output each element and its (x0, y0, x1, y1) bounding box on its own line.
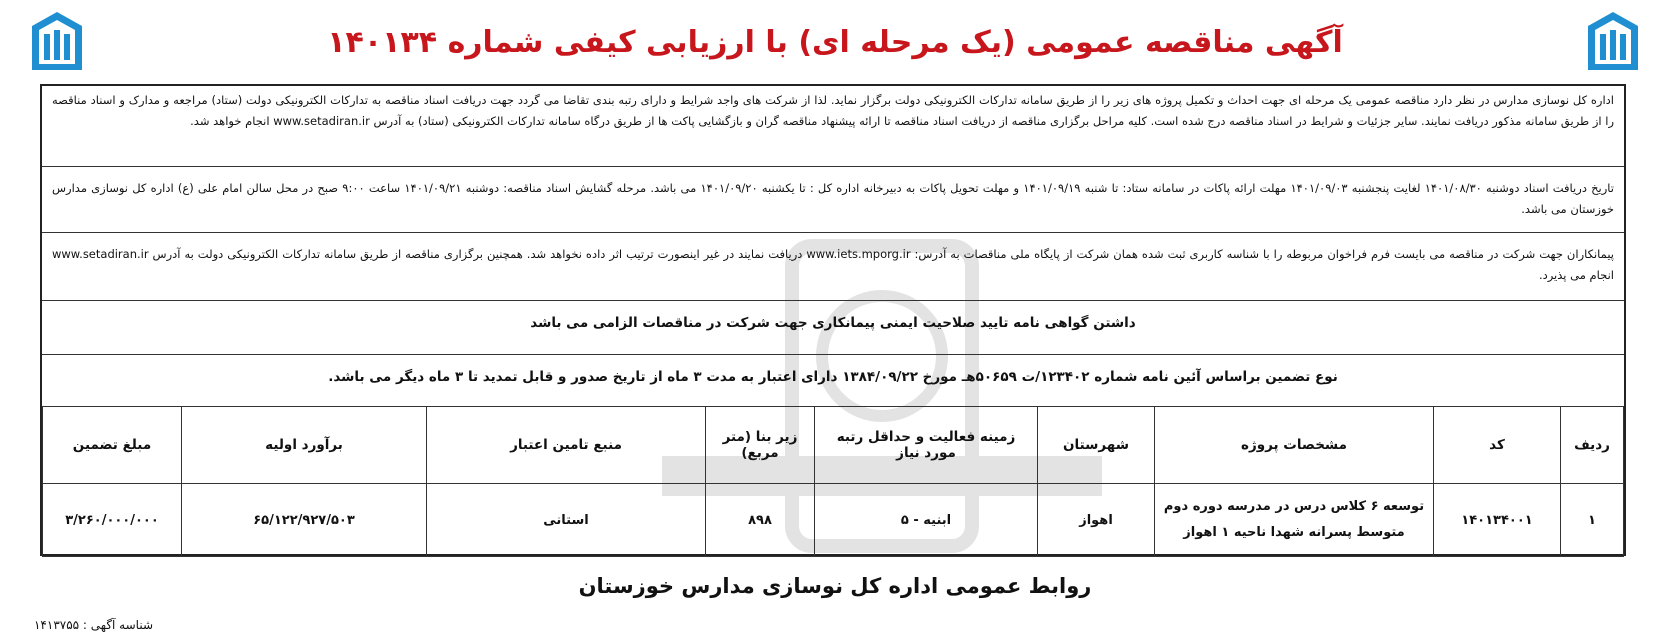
cell-estimate: ۶۵/۱۲۲/۹۲۷/۵۰۳ (182, 484, 427, 557)
cell-funding: استانی (427, 484, 706, 557)
organization-logo-icon (1586, 10, 1640, 72)
table-row (43, 484, 1624, 557)
col-code: کد (1434, 407, 1561, 484)
col-area: زیر بنا (متر مربع) (706, 407, 815, 484)
cell-code: ۱۴۰۱۳۴۰۰۱ (1434, 484, 1561, 557)
schedule-paragraph: تاریخ دریافت اسناد دوشنبه ۱۴۰۱/۰۸/۳۰ لغایت پنجشنبه ۱۴۰۱/۰۹/۰۳ مهلت ارائه پاکات در سامانه ستاد: تا شنبه ۱۴۰۱/۰۹/۱۹ و مهلت تحویل پاکات به دبیرخانه اداره کل : تا یکشنبه ۱۴۰۱/۰۹/۲۰ می باشد. مرحله گشایش اسناد مناقصه: دوشنبه ۱۴۰۱/۰۹/۲۱ ساعت ۹:۰۰ صبح در محل سالن امام علی (ع) اداره کل نوسازی مدارس خوزستان می باشد. (52, 181, 1615, 216)
col-funding: منبع تامین اعتبار (427, 407, 706, 484)
intro-paragraph: اداره کل نوسازی مدارس در نظر دارد مناقصه عمومی یک مرحله ای جهت احداث و تکمیل پروژه های زیر را از طریق سامانه تدارکات الکترونیکی دولت برگزار نماید. لذا از شرکت های واجد شرایط و دارای رتبه بندی تقاضا می گردد جهت دریافت اسناد مناقصه به تدارکات الکترونیکی دولت (ستاد) مراجعه و مدارک و اسناد مناقصه را از طریق سامانه مذکور دریافت نمایند. سایر جزئیات و شرایط در اسناد مناقصه درج شده است. کلیه مراحل برگزاری مناقصه از دریافت اسناد مناقصه تا ارائه پیشنهاد مناقصه گران و بازگشایی پاکت ها از طریق درگاه سامانه تدارکات الکترونیکی (ستاد) به آدرس www.setadiran.ir انجام خواهد شد. (52, 93, 1614, 128)
col-row: ردیف (1561, 407, 1624, 484)
cell-city: اهواز (1038, 484, 1155, 557)
cell-row: ۱ (1561, 484, 1624, 557)
divider (42, 232, 1624, 233)
contractor-paragraph: پیمانکاران جهت شرکت در مناقصه می بایست فرم فراخوان مربوطه را با شناسه کاربری ثبت شده همان شرکت از پایگاه ملی مناقصات به آدرس: www.iets.mporg.ir دریافت نمایند در غیر اینصورت ترتیب اثر داده نخواهد شد. همچنین برگزاری مناقصه از طریق سامانه تدارکات الکترونیکی دولت به آدرس www.setadiran.ir انجام می پذیرد. (52, 247, 1614, 282)
table-header-row (43, 407, 1624, 484)
col-estimate: برآورد اولیه (182, 407, 427, 484)
organization-logo-icon (30, 10, 84, 72)
safety-requirement: داشتن گواهی نامه تایید صلاحیت ایمنی پیمانکاری جهت شرکت در مناقصات الزامی می باشد (530, 315, 1136, 331)
col-field: زمینه فعالیت و حداقل رتبه مورد نیاز (815, 407, 1038, 484)
divider (42, 166, 1624, 167)
col-guarantee: مبلغ تضمین (43, 407, 182, 484)
publisher-credit: روابط عمومی اداره کل نوسازی مدارس خوزستان (578, 574, 1092, 598)
page-title: آگهی مناقصه عمومی (یک مرحله ای) با ارزیابی کیفی شماره ۱۴۰۱۳۴ (327, 25, 1343, 60)
divider (42, 354, 1624, 355)
divider (42, 300, 1624, 301)
col-project: مشخصات پروژه (1155, 407, 1434, 484)
cell-area: ۸۹۸ (706, 484, 815, 557)
col-city: شهرستان (1038, 407, 1155, 484)
guarantee-terms: نوع تضمین براساس آئین نامه شماره ۱۲۳۴۰۲/ت ۵۰۶۵۹هـ مورخ ۱۳۸۴/۰۹/۲۲ دارای اعتبار به مدت ۳ ماه از تاریخ صدور و قابل تمدید تا ۳ ماه دیگر می باشد. (328, 369, 1338, 385)
projects-table (42, 406, 1624, 557)
cell-guarantee-amount: ۳/۲۶۰/۰۰۰/۰۰۰ (43, 484, 182, 557)
ad-id: شناسه آگهی : ۱۴۱۳۷۵۵ (33, 618, 153, 632)
cell-project: توسعه ۶ کلاس درس در مدرسه دوره دوم متوسط پسرانه شهدا ناحیه ۱ اهواز (1155, 484, 1434, 557)
announcement-frame (40, 84, 1626, 556)
cell-field: ابنیه - ۵ (815, 484, 1038, 557)
